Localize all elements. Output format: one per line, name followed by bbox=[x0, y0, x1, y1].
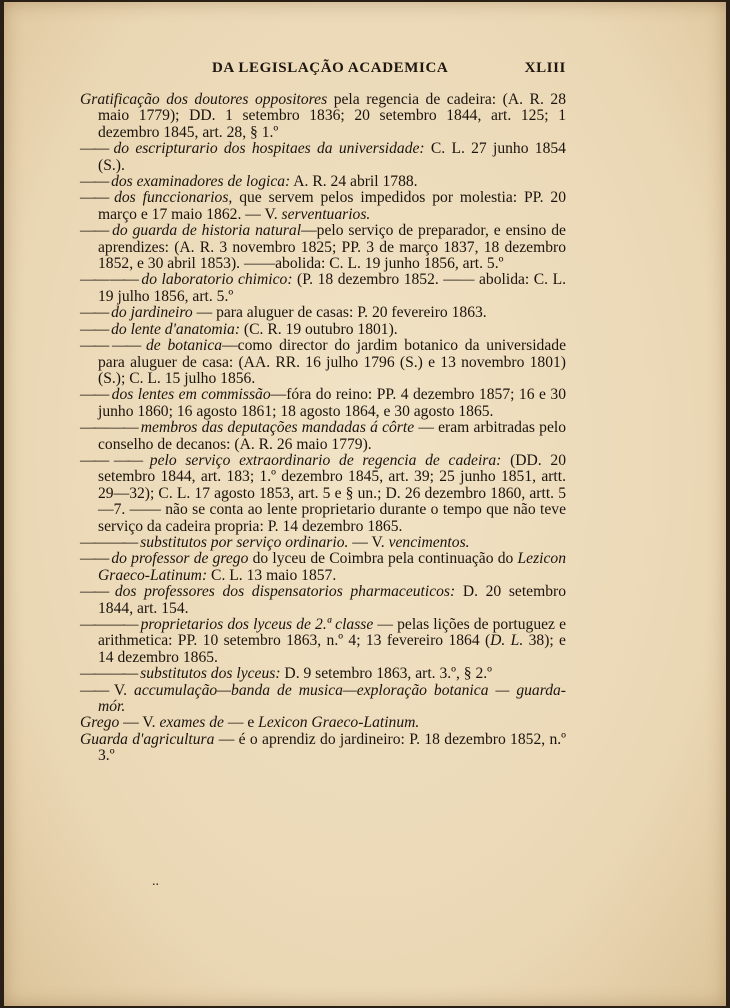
index-entry bbox=[80, 683, 566, 716]
entry-text: — pelas lições de portuguez e arithmetica: PP. 10 setembro 1863, n.º 4; 13 fevereiro 1864 ( bbox=[98, 616, 567, 650]
entry-text: —pelo serviço de preparador, e ensino de aprendizes: (A. R. 3 novembro 1825; PP. 3 de março 1837, 18 dezembro 1852, e 30 abril 1853). ——abolida: C. L. 19 junho 1856, art. 5.º bbox=[98, 222, 566, 273]
entry-dash: —— bbox=[80, 140, 108, 158]
index-entry bbox=[80, 617, 566, 666]
entry-text: A. R. 24 abril 1788. bbox=[290, 173, 418, 191]
entry-italic-text: dos funccionarios, bbox=[107, 189, 233, 207]
entry-text: D. 20 setembro 1844, art. 154. bbox=[98, 583, 567, 617]
running-header bbox=[4, 60, 726, 80]
entry-italic-text: proprietarios dos lyceus de 2.ª classe bbox=[136, 616, 374, 633]
index-entry bbox=[80, 535, 566, 551]
entry-dash: —— bbox=[80, 550, 108, 568]
entry-text: do lyceu de Coimbra pela continuação do bbox=[248, 550, 518, 568]
header-title: DA LEGISLAÇÃO ACADEMICA bbox=[212, 60, 449, 76]
index-entry bbox=[80, 92, 566, 141]
entry-italic-text: Gratificação dos doutores oppositores bbox=[80, 91, 328, 108]
entry-italic-text: pelo serviço extraordinario de regencia de cadeira: bbox=[141, 451, 502, 469]
entry-italic-text: Grego bbox=[80, 714, 120, 732]
entry-dash: —— bbox=[80, 173, 108, 191]
entry-italic-text: dos professores dos dispensatorios pharmaceuticos: bbox=[107, 583, 456, 601]
entry-text: — e bbox=[223, 714, 259, 732]
entry-text: C. L. 27 junho 1854 (S.). bbox=[98, 140, 566, 174]
entry-italic-text: de botanica bbox=[139, 337, 223, 355]
entry-dash: —— bbox=[80, 189, 108, 207]
entry-dash: —— bbox=[80, 583, 108, 601]
entry-text: C. L. 13 maio 1857. bbox=[207, 566, 337, 584]
entry-text: — é o aprendiz do jardineiro: P. 18 dezembro 1852, n.º 3.º bbox=[98, 730, 566, 765]
entry-dash: —— bbox=[80, 386, 108, 404]
entry-text: (DD. 20 setembro 1844, art. 183; 1.º dezembro 1845, art. 39; 25 junho 1851, artt. 29—32); C. L. 17 agosto 1853, art. 5 e § un.; D. 26 dezembro 1860, artt. 5—7. —— não se conta ao lente proprietario durante o tempo que não teve serviço da cadeira propria: P. 14 dezembro 1865. bbox=[98, 451, 566, 535]
entry-dash: —— bbox=[80, 304, 108, 322]
entry-italic-text: dos examinadores de logica: bbox=[107, 173, 291, 191]
entry-text: — V. bbox=[119, 714, 160, 732]
entry-text: pela regencia de cadeira: (A. R. 28 maio 1779); DD. 1 setembro 1836; 20 setembro 1844, art. 125; 1 dezembro 1845, art. 28, § 1.º bbox=[98, 91, 566, 141]
entry-text: —como director do jardim botanico da universidade para aluguer de casa: (AA. RR. 16 julho 1796 (S.) e 13 novembro 1801) (S.); C. L. 15 julho 1856. bbox=[98, 337, 566, 387]
entry-italic-text: do escripturario dos hospitaes da universidade: bbox=[107, 140, 425, 158]
entry-italic-text: serventuarios. bbox=[281, 205, 371, 223]
entry-dash: —— —— bbox=[80, 451, 142, 469]
entry-dash: —— bbox=[80, 320, 108, 338]
entry-text: V. bbox=[107, 681, 135, 699]
entry-italic-text: D. L. bbox=[490, 632, 524, 650]
entry-italic-text: do professor de grego bbox=[107, 550, 249, 568]
entry-text: (P. 18 dezembro 1852. —— abolida: C. L. 19 julho 1856, art. 5.º bbox=[98, 271, 566, 305]
entry-dash: —— —— bbox=[80, 533, 137, 551]
index-entry bbox=[80, 322, 566, 338]
index-entry bbox=[80, 305, 566, 321]
entry-italic-text: vencimentos. bbox=[388, 533, 470, 551]
index-entry bbox=[80, 141, 566, 174]
entry-italic-text: substitutos por serviço ordinario. bbox=[136, 533, 349, 551]
entry-italic-text: Guarda d'agricultura bbox=[80, 730, 215, 748]
entry-italic-text: accumulação—banda de musica—exploração botanica — guarda-mór. bbox=[98, 681, 566, 716]
index-entry bbox=[80, 272, 566, 305]
entry-italic-text: do jardineiro bbox=[107, 304, 193, 322]
entry-dash: —— —— bbox=[80, 665, 137, 683]
entry-text: — para aluguer de casas: P. 20 fevereiro 1863. bbox=[192, 304, 487, 322]
index-entry bbox=[80, 174, 566, 190]
entry-text: D. 9 setembro 1863, art. 3.º, § 2.º bbox=[280, 665, 493, 683]
entry-text: que servem pelos impedidos por molestia: PP. 20 março e 17 maio 1862. — V. bbox=[98, 189, 566, 223]
entry-italic-text: do guarda de historia natural bbox=[107, 222, 302, 240]
index-entry bbox=[80, 190, 566, 223]
entry-text: — V. bbox=[348, 533, 389, 551]
entry-dash: —— —— bbox=[80, 337, 140, 355]
entry-text: —fóra do reino: PP. 4 dezembro 1857; 16 e 30 junho 1860; 16 agosto 1861; 18 agosto 1864, e 30 agosto 1865. bbox=[98, 386, 566, 420]
index-entry bbox=[80, 338, 566, 387]
book-page bbox=[4, 2, 726, 1006]
entry-dash: —— —— bbox=[80, 616, 137, 633]
footer-marks: .. bbox=[152, 874, 159, 889]
entry-dash: —— bbox=[80, 681, 108, 699]
index-entry bbox=[80, 223, 566, 272]
entry-italic-text: do laboratorio chimico: bbox=[136, 271, 293, 289]
entry-dash: —— —— bbox=[80, 271, 137, 289]
page-number: XLIII bbox=[524, 60, 566, 76]
index-entry bbox=[80, 584, 566, 617]
entry-italic-text: do lente d'anatomia: bbox=[107, 320, 241, 338]
entry-italic-text: dos lentes em commissão bbox=[107, 386, 271, 404]
index-entry bbox=[80, 715, 566, 731]
index-entry bbox=[80, 551, 566, 584]
index-entry bbox=[80, 420, 566, 453]
index-entry bbox=[80, 666, 566, 682]
entry-italic-text: substitutos dos lyceus: bbox=[136, 665, 281, 683]
entry-text: 38); e 14 dezembro 1865. bbox=[98, 632, 566, 666]
index-entry bbox=[80, 732, 566, 765]
entry-dash: —— bbox=[80, 222, 108, 240]
index-entry bbox=[80, 387, 566, 420]
entry-italic-text: Lexicon Graeco-Latinum. bbox=[258, 714, 420, 732]
entry-text: (C. R. 19 outubro 1801). bbox=[240, 320, 398, 338]
entry-italic-text: Lezicon Graeco-Latinum: bbox=[98, 550, 566, 584]
entry-italic-text: membros das deputações mandadas á côrte bbox=[136, 419, 415, 437]
index-entries bbox=[80, 92, 566, 765]
entry-text: — eram arbitradas pelo conselho de decanos: (A. R. 26 maio 1779). bbox=[98, 419, 566, 453]
index-entry bbox=[80, 453, 566, 535]
entry-italic-text: exames de bbox=[159, 714, 224, 732]
entry-dash: —— —— bbox=[80, 419, 137, 437]
